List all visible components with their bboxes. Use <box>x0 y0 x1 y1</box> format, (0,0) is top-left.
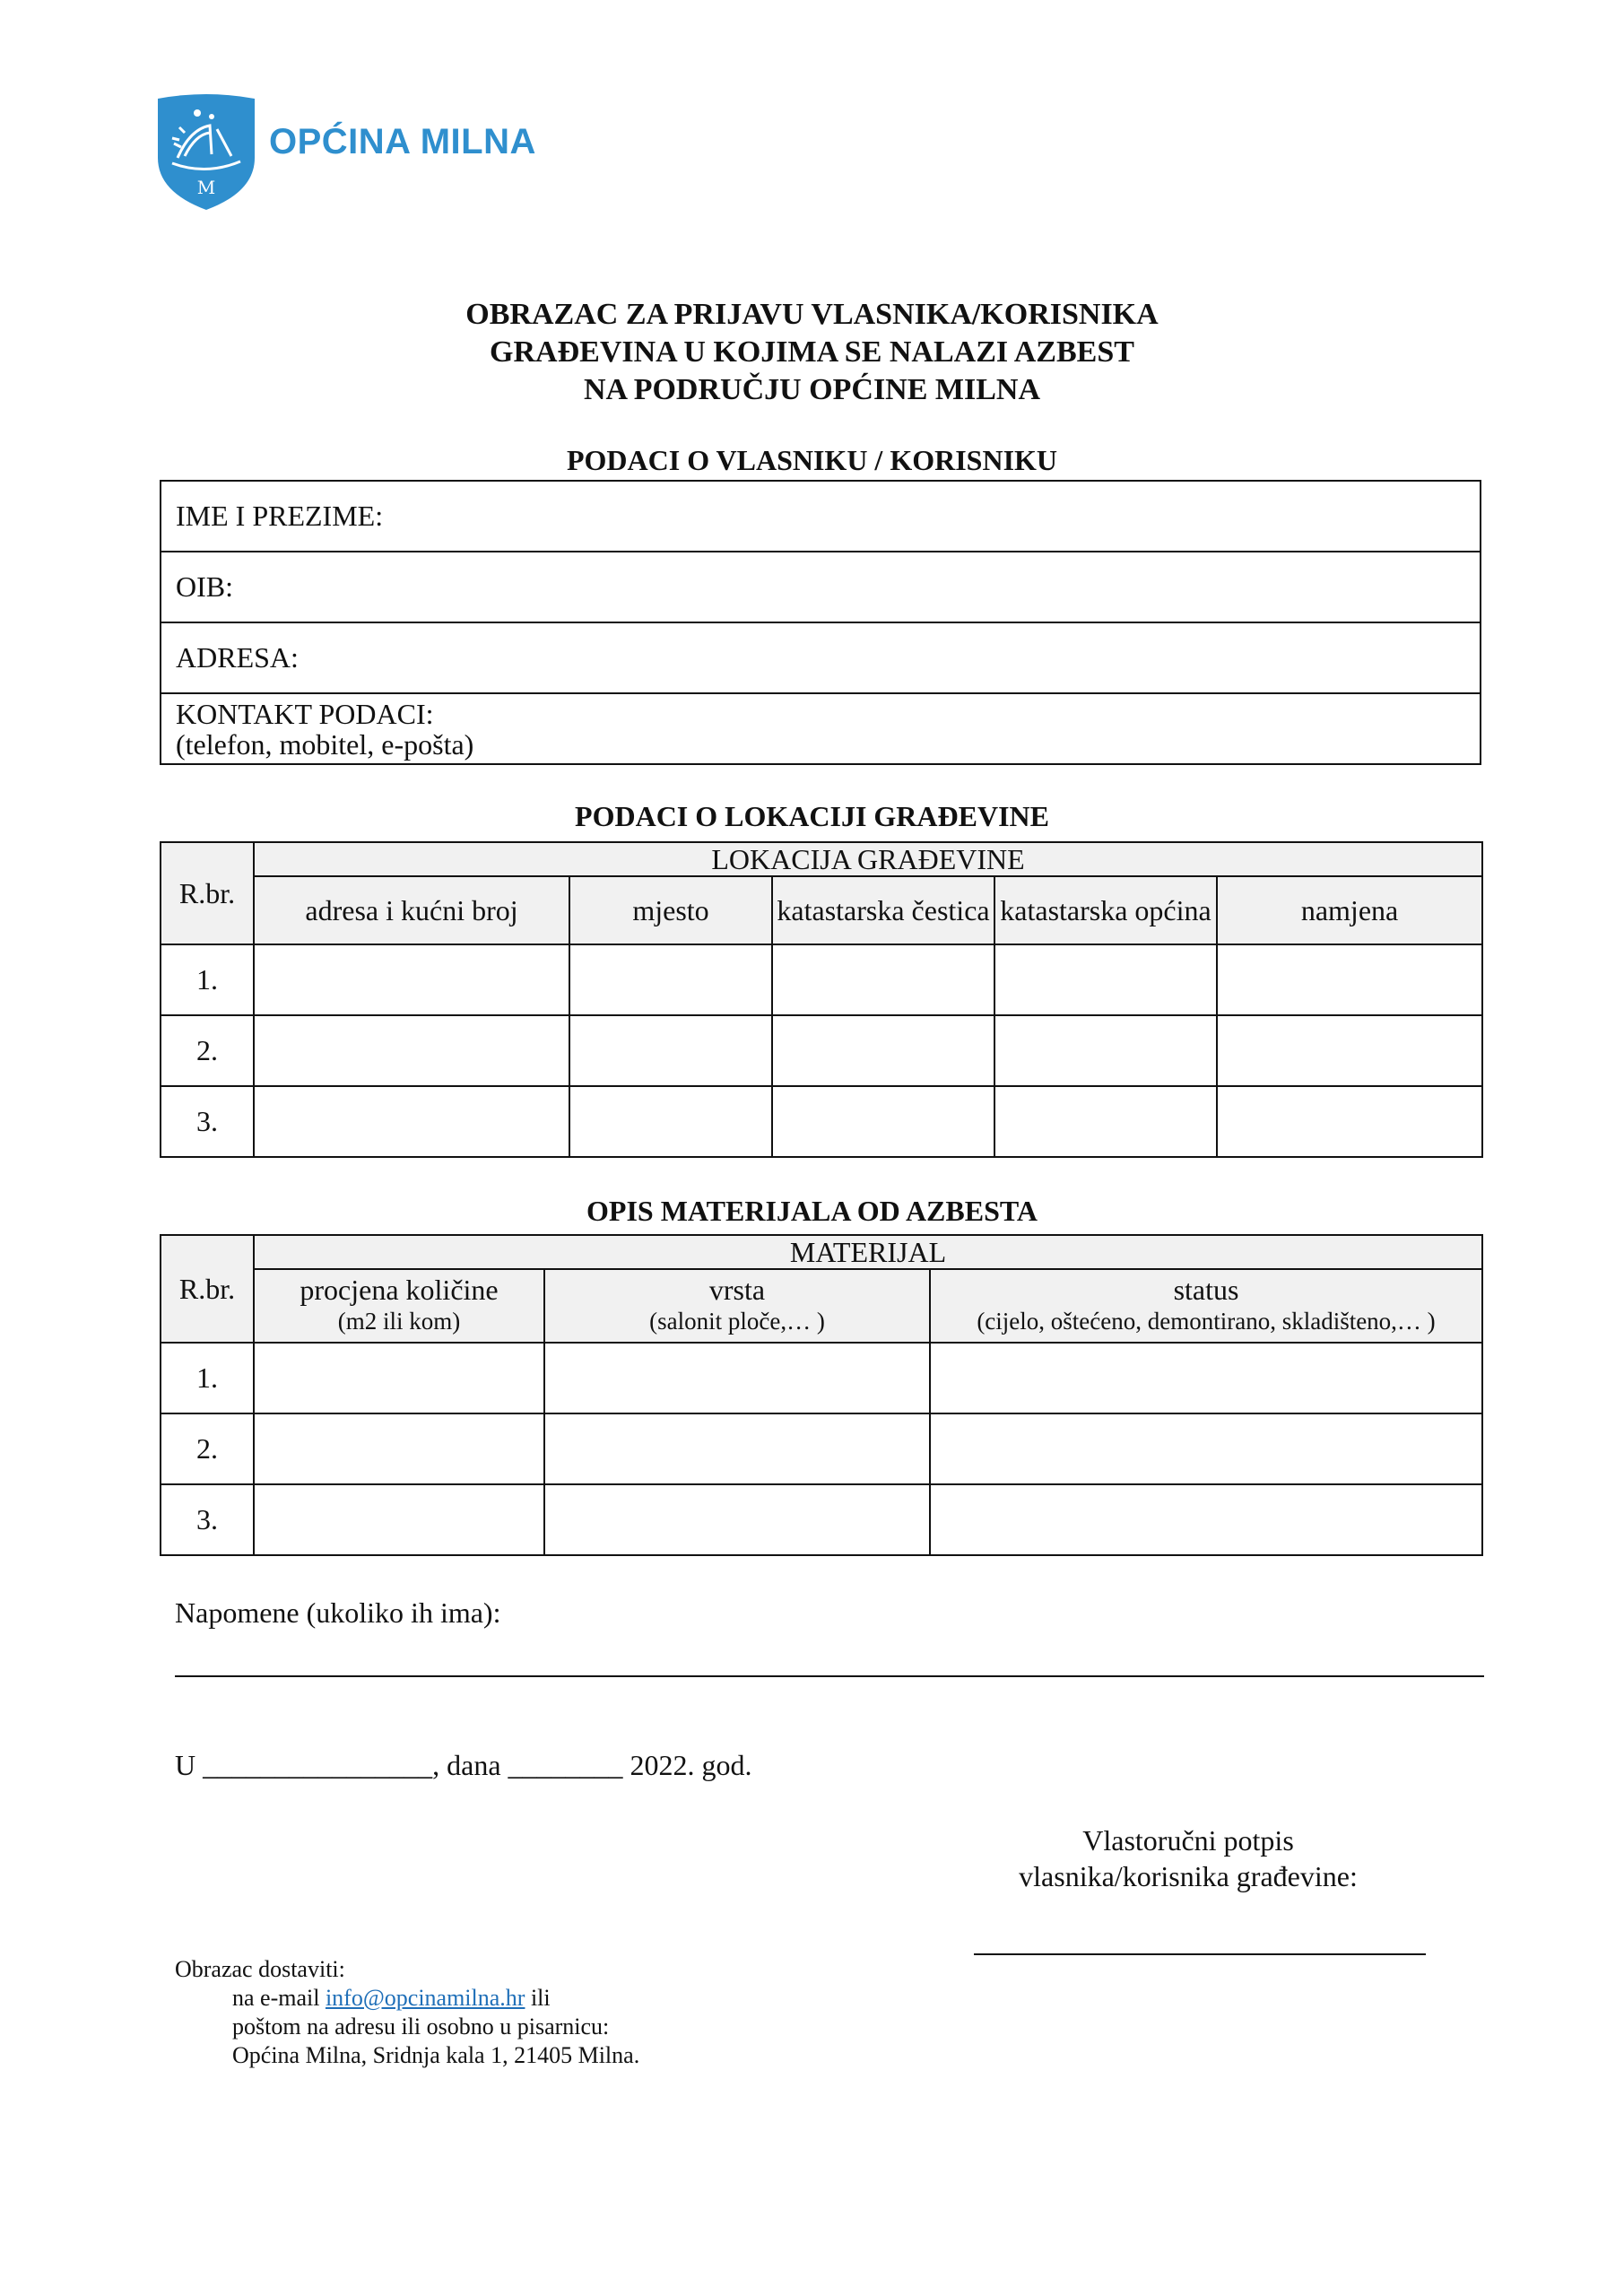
notes-label: Napomene (ukoliko ih ima): <box>175 1596 501 1629</box>
input-cell[interactable] <box>1217 1015 1482 1086</box>
input-cell[interactable] <box>254 944 569 1015</box>
signature-label: Vlastoručni potpis <box>1082 1824 1294 1857</box>
row-number: 1. <box>161 944 254 1015</box>
year-text: 2022. god. <box>630 1749 752 1781</box>
owner-data-table <box>160 480 1481 765</box>
input-cell[interactable] <box>772 1015 994 1086</box>
municipality-shield-logo <box>154 93 258 212</box>
input-cell[interactable] <box>254 1343 544 1413</box>
delivery-instructions <box>175 1955 639 2070</box>
place-prefix: U <box>175 1749 196 1781</box>
column-hint: (cijelo, oštećeno, demontirano, skladišteno,… ) <box>977 1308 1436 1335</box>
email-link[interactable]: info@opcinamilna.hr <box>325 1985 525 2011</box>
place-blank[interactable]: ________________ <box>203 1749 433 1781</box>
input-cell[interactable] <box>254 1015 569 1086</box>
input-cell[interactable] <box>1217 944 1482 1015</box>
post-line: poštom na adresu ili osobno u pisarnicu: <box>232 2013 610 2039</box>
column-label: vrsta <box>708 1274 766 1306</box>
email-suffix: ili <box>530 1985 551 2011</box>
location-group-header: LOKACIJA GRAĐEVINE <box>254 842 1482 876</box>
address-field[interactable] <box>161 622 1481 693</box>
title-line: GRAĐEVINA U KOJIMA SE NALAZI AZBEST <box>490 335 1134 369</box>
oib-field[interactable] <box>161 552 1481 622</box>
input-cell[interactable] <box>544 1343 930 1413</box>
name-label: IME I PREZIME: <box>176 500 384 532</box>
table-row <box>161 1413 1482 1484</box>
column-header: adresa i kućni broj <box>254 876 569 944</box>
column-header <box>930 1269 1482 1343</box>
oib-label: OIB: <box>176 570 233 603</box>
address-line: Općina Milna, Sridnja kala 1, 21405 Milna. <box>232 2042 640 2068</box>
input-cell[interactable] <box>254 1413 544 1484</box>
input-cell[interactable] <box>772 1086 994 1157</box>
form-title <box>0 296 1624 409</box>
date-blank[interactable]: ________ <box>508 1749 623 1781</box>
row-number: 2. <box>161 1413 254 1484</box>
input-cell[interactable] <box>544 1413 930 1484</box>
input-cell[interactable] <box>569 1015 772 1086</box>
column-header: mjesto <box>569 876 772 944</box>
name-field[interactable] <box>161 481 1481 552</box>
input-cell[interactable] <box>254 1484 544 1555</box>
column-header: katastarska čestica <box>772 876 994 944</box>
material-section-title: OPIS MATERIJALA OD AZBESTA <box>586 1195 1038 1227</box>
input-cell[interactable] <box>772 944 994 1015</box>
row-number: 1. <box>161 1343 254 1413</box>
input-cell[interactable] <box>994 944 1217 1015</box>
signature-label: vlasnika/korisnika građevine: <box>1019 1860 1358 1892</box>
signature-block <box>897 1822 1480 1894</box>
input-cell[interactable] <box>1217 1086 1482 1157</box>
input-cell[interactable] <box>994 1086 1217 1157</box>
column-header <box>544 1269 930 1343</box>
input-cell[interactable] <box>930 1484 1482 1555</box>
title-line: NA PODRUČJU OPĆINE MILNA <box>583 373 1041 406</box>
input-cell[interactable] <box>994 1015 1217 1086</box>
row-number: 2. <box>161 1015 254 1086</box>
municipality-name: OPĆINA MILNA <box>269 122 536 161</box>
column-hint: (m2 ili kom) <box>337 1308 461 1335</box>
table-row <box>161 1015 1482 1086</box>
location-section-title: PODACI O LOKACIJI GRAĐEVINE <box>575 800 1049 832</box>
column-label: status <box>1173 1274 1239 1306</box>
input-cell[interactable] <box>544 1484 930 1555</box>
date-label: , dana <box>432 1749 501 1781</box>
table-row <box>161 1086 1482 1157</box>
title-line: OBRAZAC ZA PRIJAVU VLASNIKA/KORISNIKA <box>465 298 1159 331</box>
material-table <box>160 1234 1483 1556</box>
table-row <box>161 1343 1482 1413</box>
notes-line[interactable] <box>175 1675 1484 1677</box>
footer-heading: Obrazac dostaviti: <box>175 1956 345 1982</box>
column-header: namjena <box>1217 876 1482 944</box>
input-cell[interactable] <box>254 1086 569 1157</box>
contact-hint: (telefon, mobitel, e-pošta) <box>176 727 474 761</box>
input-cell[interactable] <box>569 944 772 1015</box>
svg-text:M: M <box>196 177 216 198</box>
signature-line[interactable] <box>974 1953 1426 1955</box>
rbr-header: R.br. <box>161 1235 254 1343</box>
rbr-header: R.br. <box>161 842 254 944</box>
column-hint: (salonit ploče,… ) <box>649 1308 825 1335</box>
input-cell[interactable] <box>930 1413 1482 1484</box>
row-number: 3. <box>161 1086 254 1157</box>
contact-field[interactable] <box>161 693 1481 764</box>
table-row <box>161 1484 1482 1555</box>
owner-section-title: PODACI O VLASNIKU / KORISNIKU <box>566 444 1058 476</box>
column-label: procjena količine <box>300 1274 499 1306</box>
email-line <box>175 1984 639 2013</box>
column-header <box>254 1269 544 1343</box>
contact-label: KONTAKT PODACI: <box>176 697 434 730</box>
place-date-line <box>175 1749 752 1782</box>
email-prefix: na e-mail <box>232 1985 320 2011</box>
row-number: 3. <box>161 1484 254 1555</box>
location-table <box>160 841 1483 1158</box>
address-label: ADRESA: <box>176 641 299 674</box>
table-row <box>161 944 1482 1015</box>
material-group-header: MATERIJAL <box>254 1235 1482 1269</box>
column-header: katastarska općina <box>994 876 1217 944</box>
input-cell[interactable] <box>569 1086 772 1157</box>
input-cell[interactable] <box>930 1343 1482 1413</box>
